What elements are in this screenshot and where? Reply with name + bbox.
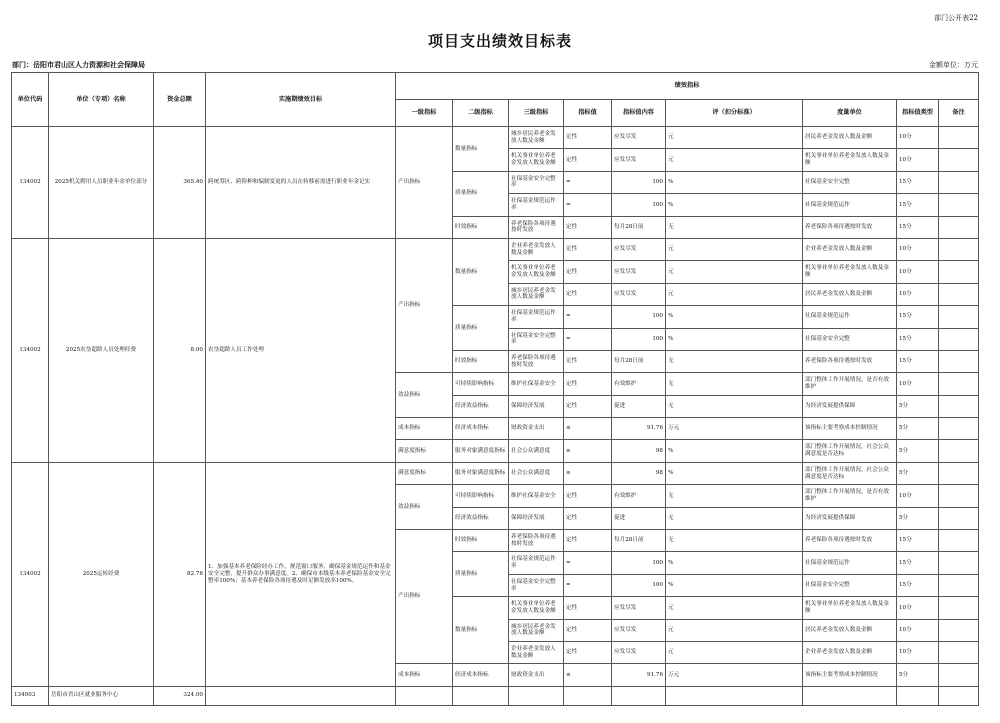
value-cell: ≥ (564, 440, 612, 462)
measure-cell: 部门整体工作开展情况，社会公众满意度是否达标 (803, 440, 897, 462)
content-cell: 有效维护 (612, 373, 666, 395)
project-name-cell: 2025农垦超龄人员处理经费 (49, 238, 154, 462)
level2-cell: 时效指标 (453, 216, 509, 238)
content-cell: 98 (612, 440, 666, 462)
note-cell (939, 373, 979, 395)
type-cell: 15分 (897, 552, 939, 574)
level3-cell: 养老保险各项待遇按时发放 (509, 530, 564, 552)
level3-cell: 社保基金安全完整率 (509, 328, 564, 350)
type-cell: 5分 (897, 462, 939, 484)
value-cell: 定性 (564, 597, 612, 619)
note-cell (939, 641, 979, 663)
level2-cell: 数量指标 (453, 597, 509, 664)
note-cell (939, 306, 979, 328)
content-cell: 应发尽发 (612, 619, 666, 641)
total-amount-cell: 365.40 (154, 127, 206, 239)
type-cell: 5分 (897, 418, 939, 440)
eval-cell: 无 (666, 373, 803, 395)
total-amount-cell: 324.00 (154, 686, 206, 705)
level2-cell: 服务对象满意度指标 (453, 462, 509, 484)
empty-cell (206, 686, 396, 705)
type-cell: 15分 (897, 306, 939, 328)
content-cell: 促进 (612, 507, 666, 529)
page-title: 项目支出绩效目标表 (427, 32, 572, 50)
value-cell: 定性 (564, 485, 612, 507)
level1-cell: 效益指标 (396, 373, 453, 418)
header-l1: 一级指标 (396, 100, 453, 127)
note-cell (939, 462, 979, 484)
eval-cell: % (666, 328, 803, 350)
eval-cell: 无 (666, 530, 803, 552)
level3-cell: 社保基金规范运作率 (509, 306, 564, 328)
empty-cell (564, 686, 612, 705)
note-cell (939, 664, 979, 686)
measure-cell: 机关事业单位养老金发放人数及金额 (803, 261, 897, 283)
value-cell: 定性 (564, 641, 612, 663)
goal-cell: 农垦超龄人员工作处理 (206, 238, 396, 462)
project-name-cell: 岳阳市君山区就业服务中心 (49, 686, 154, 705)
value-cell: 定性 (564, 149, 612, 171)
content-cell: 每月28日前 (612, 530, 666, 552)
measure-cell: 社保基金安全完整 (803, 574, 897, 596)
measure-cell: 社保基金规范运作 (803, 552, 897, 574)
level2-cell: 经济成本指标 (453, 418, 509, 440)
content-cell: 91.76 (612, 664, 666, 686)
type-cell: 5分 (897, 507, 939, 529)
unit-code-cell: 134002 (12, 127, 49, 239)
type-cell: 15分 (897, 574, 939, 596)
level3-cell: 企业养老金发放人数及金额 (509, 238, 564, 260)
eval-cell: 元 (666, 238, 803, 260)
note-cell (939, 395, 979, 417)
level3-cell: 保障经济发展 (509, 395, 564, 417)
level3-cell: 养老保险各项待遇按时发放 (509, 216, 564, 238)
measure-cell: 为经济发展提供保障 (803, 507, 897, 529)
type-cell: 10分 (897, 261, 939, 283)
unit-code-cell: 134003 (12, 686, 49, 705)
eval-cell: 万元 (666, 664, 803, 686)
value-cell: 定性 (564, 238, 612, 260)
eval-cell: % (666, 440, 803, 462)
note-cell (939, 485, 979, 507)
header-l3: 三级指标 (509, 100, 564, 127)
table-row (12, 238, 979, 260)
note-cell (939, 418, 979, 440)
level3-cell: 社会公众满意度 (509, 440, 564, 462)
note-cell (939, 171, 979, 193)
value-cell: 定性 (564, 395, 612, 417)
level1-cell: 满意度指标 (396, 440, 453, 462)
type-cell: 15分 (897, 328, 939, 350)
page-reference: 部门公开表22 (934, 14, 978, 22)
goal-cell: 跨统筹区、跨险种和编制变更的人员在转移前需进行职业年金记实 (206, 127, 396, 239)
value-cell: 定性 (564, 216, 612, 238)
level2-cell: 数量指标 (453, 238, 509, 305)
level3-cell: 财政资金支出 (509, 664, 564, 686)
level2-cell: 质量指标 (453, 552, 509, 597)
type-cell: 10分 (897, 149, 939, 171)
eval-cell: 元 (666, 149, 803, 171)
type-cell: 15分 (897, 216, 939, 238)
measure-cell: 机关事业单位养老金发放人数及金额 (803, 149, 897, 171)
measure-cell: 企业养老金发放人数及金额 (803, 238, 897, 260)
content-cell: 91.76 (612, 418, 666, 440)
header-type: 指标值类型 (897, 100, 939, 127)
project-name-cell: 2025运转经费 (49, 462, 154, 686)
measure-cell: 部门整体工作开展情况，社会公众满意度是否达标 (803, 462, 897, 484)
level2-cell: 可持续影响指标 (453, 485, 509, 507)
note-cell (939, 127, 979, 149)
measure-cell: 社保基金规范运作 (803, 306, 897, 328)
header-code: 单位代码 (12, 73, 49, 127)
header-eval: 评（扣分标准） (666, 100, 803, 127)
level3-cell: 机关事业单位养老金发放人数及金额 (509, 261, 564, 283)
level3-cell: 社保基金安全完整率 (509, 171, 564, 193)
unit-code-cell: 134002 (12, 462, 49, 686)
level1-cell: 产出指标 (396, 238, 453, 372)
level3-cell: 机关事业单位养老金发放人数及金额 (509, 597, 564, 619)
content-cell: 促进 (612, 395, 666, 417)
note-cell (939, 507, 979, 529)
value-cell: ≤ (564, 418, 612, 440)
eval-cell: % (666, 306, 803, 328)
content-cell: 应发尽发 (612, 641, 666, 663)
value-cell: 定性 (564, 283, 612, 305)
type-cell: 15分 (897, 171, 939, 193)
eval-cell: 无 (666, 350, 803, 372)
level3-cell: 社保基金安全完整率 (509, 574, 564, 596)
type-cell: 10分 (897, 373, 939, 395)
level1-cell: 满意度指标 (396, 462, 453, 484)
level3-cell: 社保基金规范运作率 (509, 194, 564, 216)
eval-cell: 元 (666, 127, 803, 149)
header-note: 备注 (939, 100, 979, 127)
level1-cell: 产出指标 (396, 530, 453, 664)
content-cell: 应发尽发 (612, 149, 666, 171)
value-cell: = (564, 171, 612, 193)
department-label: 部门：岳阳市君山区人力资源和社会保障局 (12, 60, 145, 69)
content-cell: 100 (612, 171, 666, 193)
level1-cell: 成本指标 (396, 418, 453, 440)
measure-cell: 居民养老金发放人数及金额 (803, 283, 897, 305)
level3-cell: 养老保险各项待遇按时发放 (509, 350, 564, 372)
header-total: 资金总额 (154, 73, 206, 127)
amount-unit-label: 金额单位：万元 (929, 61, 978, 69)
value-cell: = (564, 574, 612, 596)
value-cell: 定性 (564, 619, 612, 641)
type-cell: 10分 (897, 619, 939, 641)
type-cell: 15分 (897, 530, 939, 552)
header-val: 指标值 (564, 100, 612, 127)
content-cell: 100 (612, 328, 666, 350)
total-amount-cell: 8.00 (154, 238, 206, 462)
measure-cell: 部门整体工作开展情况，是否有效维护 (803, 485, 897, 507)
empty-cell (803, 686, 897, 705)
empty-cell (453, 686, 509, 705)
level2-cell: 质量指标 (453, 306, 509, 351)
level2-cell: 时效指标 (453, 530, 509, 552)
table-body (12, 127, 979, 706)
level3-cell: 财政资金支出 (509, 418, 564, 440)
type-cell: 10分 (897, 283, 939, 305)
measure-cell: 为经济发展提供保障 (803, 395, 897, 417)
note-cell (939, 597, 979, 619)
content-cell: 应发尽发 (612, 283, 666, 305)
level2-cell: 时效指标 (453, 350, 509, 372)
eval-cell: 元 (666, 283, 803, 305)
eval-cell: 无 (666, 395, 803, 417)
note-cell (939, 328, 979, 350)
header-name: 单位（专项）名称 (49, 73, 154, 127)
empty-cell (509, 686, 564, 705)
value-cell: 定性 (564, 350, 612, 372)
level2-cell: 数量指标 (453, 127, 509, 172)
type-cell: 5分 (897, 395, 939, 417)
eval-cell: 元 (666, 597, 803, 619)
empty-cell (612, 686, 666, 705)
value-cell: 定性 (564, 530, 612, 552)
content-cell: 100 (612, 194, 666, 216)
eval-cell: % (666, 552, 803, 574)
level1-cell: 效益指标 (396, 485, 453, 530)
value-cell: = (564, 306, 612, 328)
measure-cell: 该指标主要考察成本控制情况 (803, 418, 897, 440)
level3-cell: 维护社保基金安全 (509, 373, 564, 395)
type-cell: 15分 (897, 350, 939, 372)
eval-cell: % (666, 171, 803, 193)
measure-cell: 该指标主要考察成本控制情况 (803, 664, 897, 686)
level2-cell: 经济效益指标 (453, 395, 509, 417)
header-l2: 二级指标 (453, 100, 509, 127)
note-cell (939, 194, 979, 216)
value-cell: ≥ (564, 462, 612, 484)
value-cell: 定性 (564, 373, 612, 395)
header-goal: 实施期绩效目标 (206, 73, 396, 127)
header-measure: 度量单位 (803, 100, 897, 127)
type-cell: 15分 (897, 194, 939, 216)
level3-cell: 维护社保基金安全 (509, 485, 564, 507)
level3-cell: 城乡居民养老金发放人数及金额 (509, 127, 564, 149)
type-cell: 5分 (897, 440, 939, 462)
type-cell: 10分 (897, 238, 939, 260)
measure-cell: 居民养老金发放人数及金额 (803, 127, 897, 149)
type-cell: 10分 (897, 641, 939, 663)
measure-cell: 社保基金安全完整 (803, 328, 897, 350)
content-cell: 每月28日前 (612, 350, 666, 372)
value-cell: 定性 (564, 261, 612, 283)
content-cell: 100 (612, 306, 666, 328)
eval-cell: 万元 (666, 418, 803, 440)
content-cell: 100 (612, 552, 666, 574)
note-cell (939, 283, 979, 305)
eval-cell: % (666, 462, 803, 484)
level3-cell: 企业养老金发放人数及金额 (509, 641, 564, 663)
empty-cell (939, 686, 979, 705)
content-cell: 应发尽发 (612, 597, 666, 619)
note-cell (939, 149, 979, 171)
level2-cell: 经济成本指标 (453, 664, 509, 686)
measure-cell: 养老保险各项待遇按时发放 (803, 216, 897, 238)
eval-cell: 元 (666, 261, 803, 283)
level3-cell: 城乡居民养老金发放人数及金额 (509, 619, 564, 641)
type-cell: 10分 (897, 597, 939, 619)
measure-cell: 养老保险各项待遇按时发放 (803, 530, 897, 552)
total-amount-cell: 82.76 (154, 462, 206, 686)
measure-cell: 养老保险各项待遇按时发放 (803, 350, 897, 372)
type-cell: 10分 (897, 127, 939, 149)
content-cell: 应发尽发 (612, 261, 666, 283)
level2-cell: 可持续影响指标 (453, 373, 509, 395)
level2-cell: 服务对象满意度指标 (453, 440, 509, 462)
eval-cell: % (666, 574, 803, 596)
measure-cell: 居民养老金发放人数及金额 (803, 619, 897, 641)
note-cell (939, 530, 979, 552)
empty-cell (897, 686, 939, 705)
measure-cell: 部门整体工作开展情况，是否有效维护 (803, 373, 897, 395)
eval-cell: 无 (666, 485, 803, 507)
eval-cell: % (666, 194, 803, 216)
level2-cell: 经济效益指标 (453, 507, 509, 529)
unit-code-cell: 134002 (12, 238, 49, 462)
value-cell: 定性 (564, 507, 612, 529)
note-cell (939, 552, 979, 574)
measure-cell: 机关事业单位养老金发放人数及金额 (803, 597, 897, 619)
note-cell (939, 238, 979, 260)
eval-cell: 元 (666, 619, 803, 641)
level3-cell: 保障经济发展 (509, 507, 564, 529)
eval-cell: 无 (666, 507, 803, 529)
content-cell: 每月28日前 (612, 216, 666, 238)
performance-table (11, 72, 979, 706)
note-cell (939, 350, 979, 372)
table-row (12, 462, 979, 484)
value-cell: = (564, 328, 612, 350)
level1-cell: 产出指标 (396, 127, 453, 239)
level3-cell: 社保基金规范运作率 (509, 552, 564, 574)
value-cell: = (564, 552, 612, 574)
level3-cell: 社会公众满意度 (509, 462, 564, 484)
note-cell (939, 574, 979, 596)
measure-cell: 企业养老金发放人数及金额 (803, 641, 897, 663)
type-cell: 5分 (897, 664, 939, 686)
eval-cell: 元 (666, 641, 803, 663)
eval-cell: 无 (666, 216, 803, 238)
header-perf: 绩效指标 (396, 73, 979, 100)
note-cell (939, 261, 979, 283)
measure-cell: 社保基金规范运作 (803, 194, 897, 216)
value-cell: 定性 (564, 127, 612, 149)
empty-cell (396, 686, 453, 705)
measure-cell: 社保基金安全完整 (803, 171, 897, 193)
content-cell: 有效维护 (612, 485, 666, 507)
level3-cell: 机关事业单位养老金发放人数及金额 (509, 149, 564, 171)
level2-cell: 质量指标 (453, 171, 509, 216)
value-cell: = (564, 194, 612, 216)
level3-cell: 城乡居民养老金发放人数及金额 (509, 283, 564, 305)
goal-cell: 1、加强基本养老保险经办工作，规范窗口服务，确保基金规范运作和基金安全完整，提升群众办事满意度。2、确保市本级基本养老保险基金安全完整率100%；基本养老保险各项待遇及时足额发放率100%。 (206, 462, 396, 686)
project-name-cell: 2025机关聘用人员职业年金单位部分 (49, 127, 154, 239)
level1-cell: 成本指标 (396, 664, 453, 686)
empty-cell (666, 686, 803, 705)
content-cell: 98 (612, 462, 666, 484)
content-cell: 100 (612, 574, 666, 596)
type-cell: 10分 (897, 485, 939, 507)
note-cell (939, 216, 979, 238)
note-cell (939, 440, 979, 462)
table-row (12, 686, 979, 705)
value-cell: ≤ (564, 664, 612, 686)
note-cell (939, 619, 979, 641)
content-cell: 应发尽发 (612, 238, 666, 260)
content-cell: 应发尽发 (612, 127, 666, 149)
header-content: 指标值内容 (612, 100, 666, 127)
table-row (12, 127, 979, 149)
